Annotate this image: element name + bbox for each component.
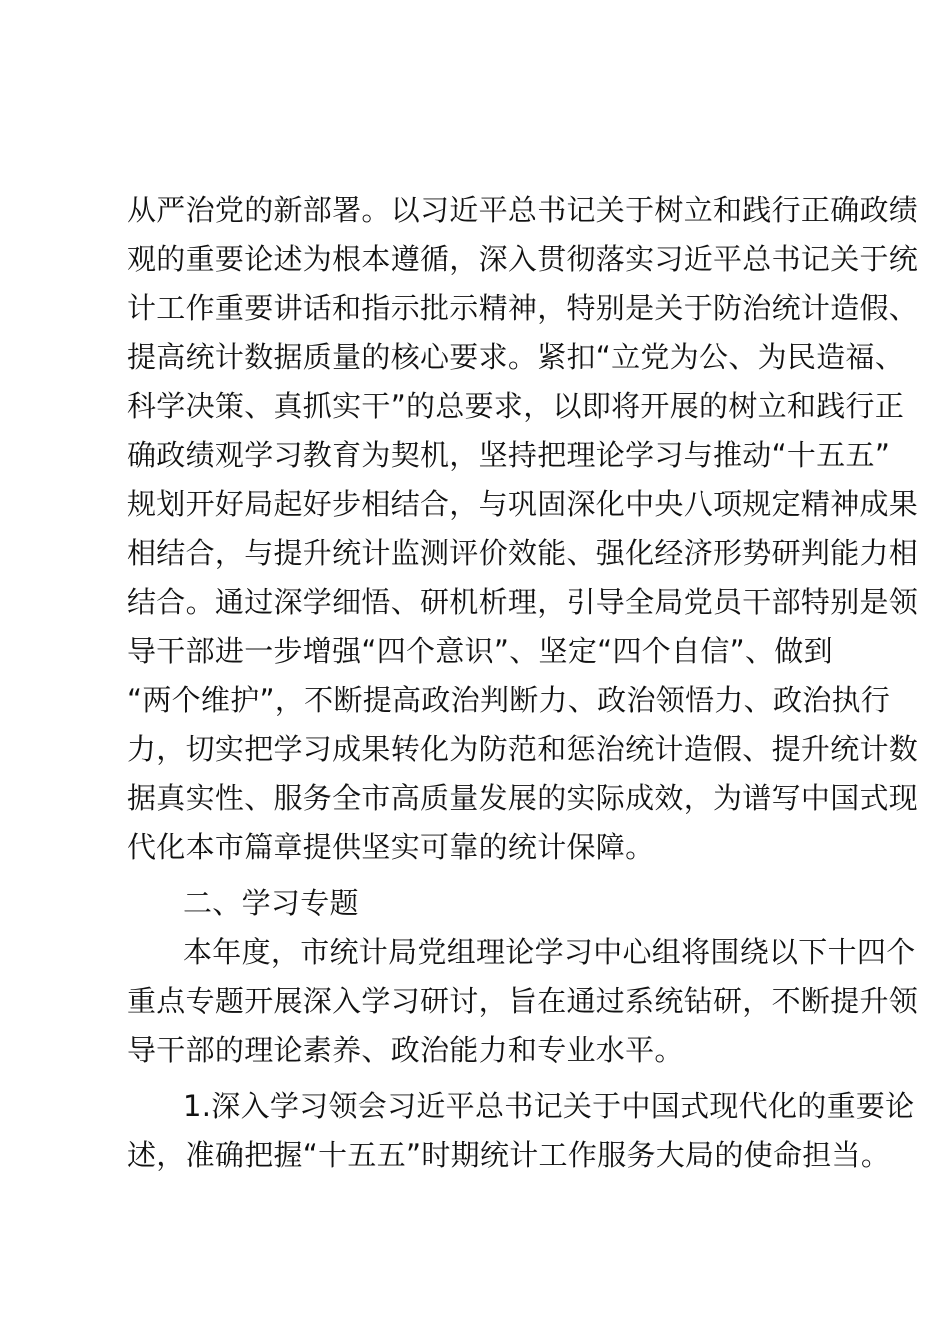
text-line: 确政绩观学习教育为契机，坚持把理论学习与推动“十五五” [127, 438, 891, 472]
text-line: 代化本市篇章提供坚实可靠的统计保障。 [127, 830, 655, 864]
paragraph-guiding-principles [127, 186, 919, 872]
text-line: 规划开好局起好步相结合，与巩固深化中央八项规定精神成果 [127, 487, 919, 521]
text-line: 据真实性、服务全市高质量发展的实际成效，为谱写中国式现 [127, 781, 919, 815]
text-line: 述，准确把握“十五五”时期统计工作服务大局的使命担当。 [127, 1138, 891, 1172]
text-line: 重点专题开展深入学习研讨，旨在通过系统钻研，不断提升领 [127, 984, 919, 1018]
paragraph-intro [127, 928, 919, 1075]
text-line: 相结合，与提升统计监测评价效能、强化经济形势研判能力相 [127, 536, 919, 570]
text-line: 从严治党的新部署。以习近平总书记关于树立和践行正确政绩 [127, 193, 919, 227]
text-line: 导干部进一步增强“四个意识”、坚定“四个自信”、做到 [127, 634, 833, 668]
text-line: 力，切实把学习成果转化为防范和惩治统计造假、提升统计数 [127, 732, 919, 766]
text-line: 计工作重要讲话和指示批示精神，特别是关于防治统计造假、 [127, 291, 919, 325]
text-line: 本年度，市统计局党组理论学习中心组将围绕以下十四个 [183, 935, 916, 969]
text-line: 科学决策、真抓实干”的总要求，以即将开展的树立和践行正 [127, 389, 905, 423]
text-line: 结合。通过深学细悟、研机析理，引导全局党员干部特别是领 [127, 585, 919, 619]
text-line: 导干部的理论素养、政治能力和专业水平。 [127, 1033, 684, 1067]
text-line: 提高统计数据质量的核心要求。紧扣“立党为公、为民造福、 [127, 340, 905, 374]
section-heading: 二、学习专题 [183, 886, 359, 920]
text-line: 1.深入学习领会习近平总书记关于中国式现代化的重要论 [183, 1089, 915, 1123]
text-line: 观的重要论述为根本遵循，深入贯彻落实习近平总书记关于统 [127, 242, 919, 276]
document-page [127, 186, 919, 1180]
text-line: “两个维护”，不断提高政治判断力、政治领悟力、政治执行 [127, 683, 891, 717]
list-item-1 [127, 1082, 915, 1180]
